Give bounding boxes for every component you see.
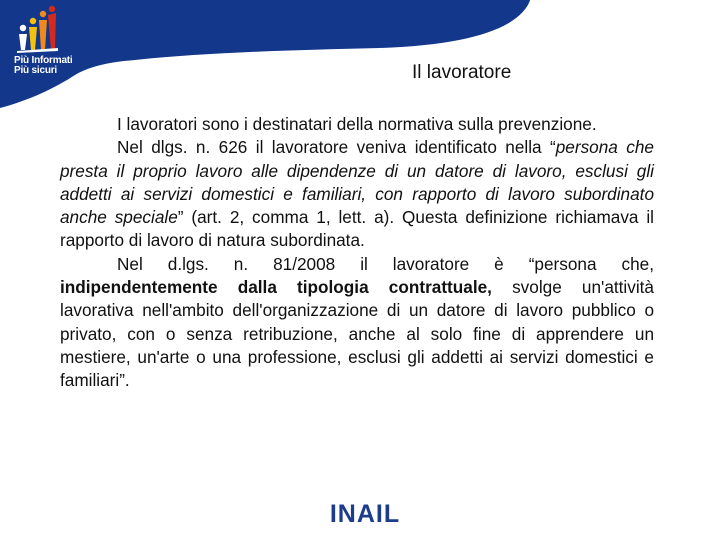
logo-text (14, 56, 73, 76)
piu-informati-logo-icon (14, 4, 60, 54)
header-banner (0, 0, 560, 110)
paragraph-3-bold: indipendentemente dalla tipologia contrattuale, (60, 277, 492, 298)
inail-logo (317, 500, 413, 526)
paragraph-3-end: svolge un'attività lavorativa nell'ambito dell'organizzazione di un datore di lavoro pubblico o privato, con o senza retribuzione, anche al solo fine di apprendere un mestiere, un'arte o una professione, esclusi gli addetti ai servizi domestici e familiari”. (60, 277, 654, 391)
paragraph-3 (60, 253, 654, 393)
paragraph-2-quote: persona che presta il proprio lavoro alle dipendenze di un datore di lavoro, esclusi gli addetti ai servizi domestici e familiari, con rapporto di lavoro subordinato anche speciale (60, 137, 654, 228)
paragraph-1 (60, 113, 654, 136)
body-text (60, 113, 654, 393)
inail-logo-text: INAIL (329, 500, 401, 526)
paragraph-2-intro: Nel dlgs. n. 626 il lavoratore veniva identificato nella “ (117, 137, 556, 158)
slide-title: Il lavoratore (412, 62, 512, 83)
paragraph-3-intro: Nel d.lgs. n. 81/2008 il lavoratore è “persona che, (117, 253, 654, 274)
paragraph-1-text: I lavoratori sono i destinatari della normativa sulla prevenzione. (117, 114, 597, 134)
paragraph-2 (60, 136, 654, 252)
logo-line-1: Più Informati (14, 55, 73, 66)
paragraph-2-end: ” (art. 2, comma 1, lett. a). Questa definizione richiamava il rapporto di lavoro di natura subordinata. (60, 207, 654, 251)
logo-line-2: Più sicuri (14, 65, 58, 76)
